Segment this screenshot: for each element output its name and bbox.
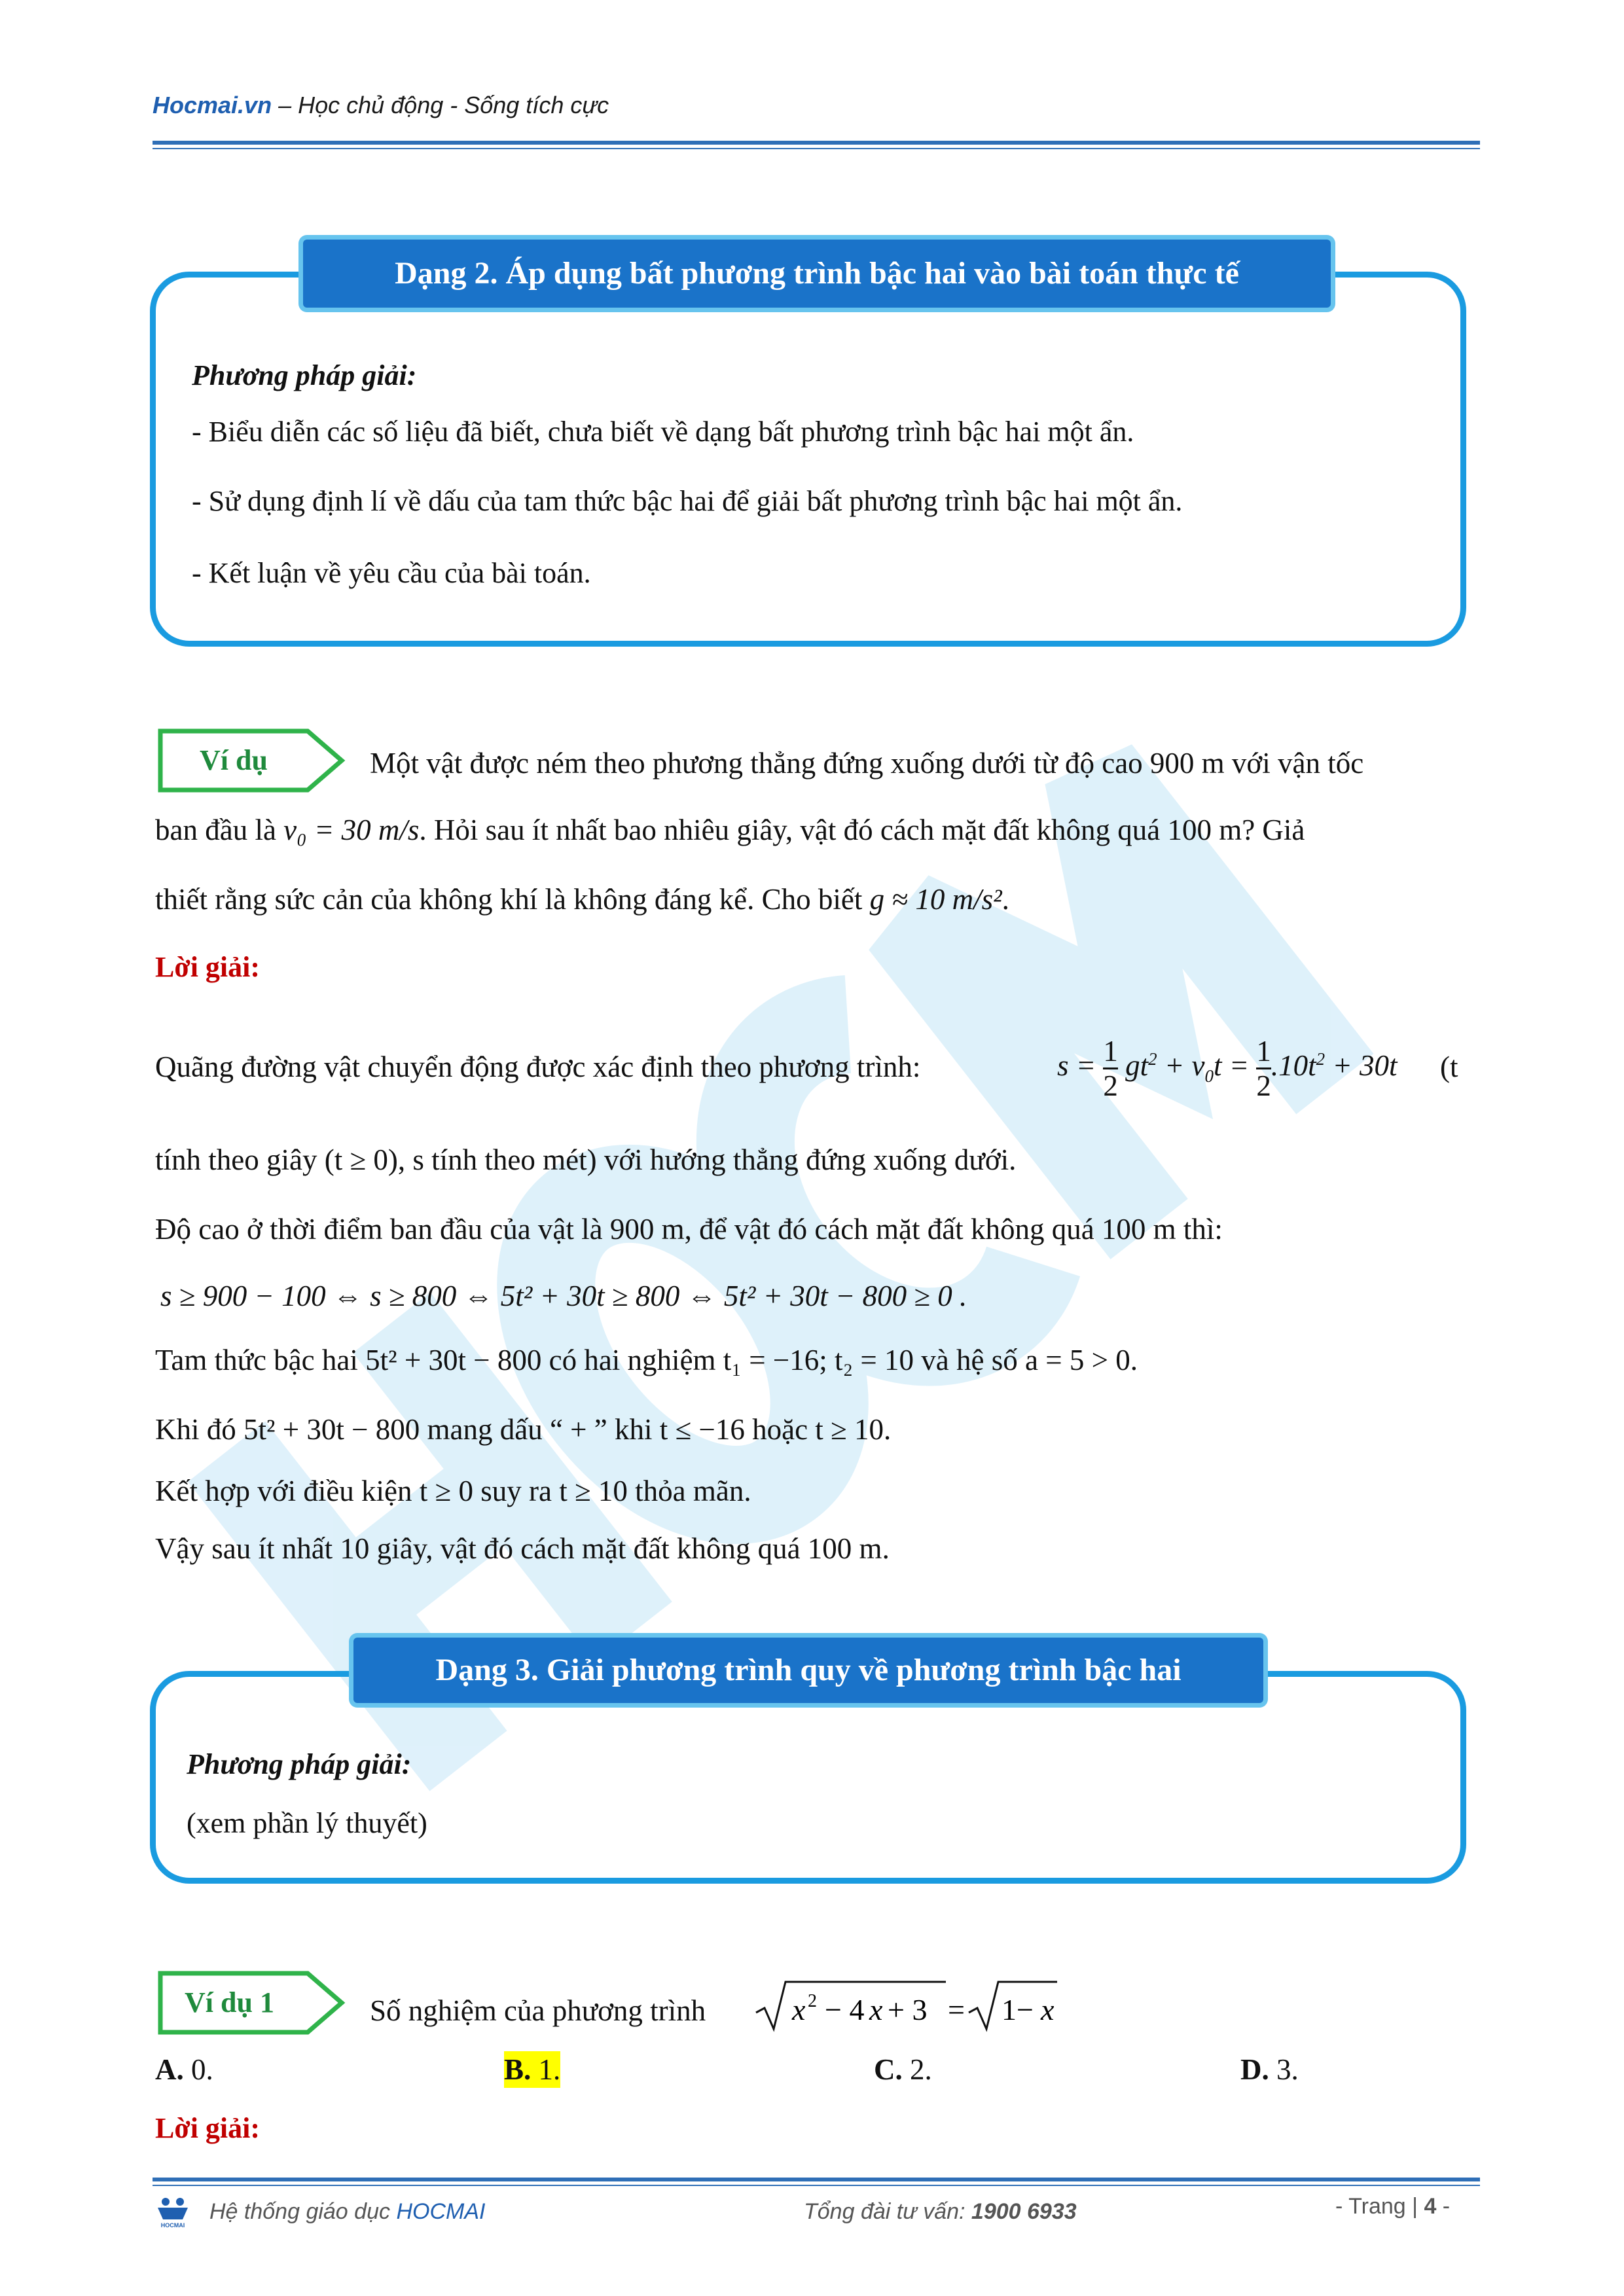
svg-text:− 4: − 4 [825,1993,865,2026]
example-text: . Hỏi sau ít nhất bao nhiêu giây, vật đó cách mặt đất không quá 100 m? Giả [419,814,1305,846]
solution-line: Khi đó 5t² + 30t − 800 mang dấu “ + ” khi t ≤ −16 hoặc t ≥ 10. [155,1413,892,1446]
solution-line: Vậy sau ít nhất 10 giây, vật đó cách mặt đất không quá 100 m. [155,1532,890,1565]
footer-page-suffix: - [1436,2194,1451,2219]
example-line [155,812,1305,848]
example1-solution-label: Lời giải: [155,2112,261,2144]
solution-line: Kết hợp với điều kiện t ≥ 0 suy ra t ≥ 10 thỏa mãn. [155,1475,751,1507]
option-b[interactable] [504,2051,560,2088]
solution-line: Tam thức bậc hai 5t² + 30t − 800 có hai nghiệm t₁ = −16; t₂ = 10 và hệ số a = 5 > 0. [155,1344,1138,1376]
option-a-value: 0. [183,2053,213,2086]
svg-text:+ 3: + 3 [888,1993,928,2026]
header-rule [153,141,1480,145]
solution-line: s ≥ 900 − 100 ⇔ s ≥ 800 ⇔ 5t² + 30t ≥ 800 ⇔ 5t² + 30t − 800 ≥ 0 . [160,1280,967,1312]
logo-text: HOCMAI [160,2222,185,2229]
option-b-value: 1. [531,2053,561,2086]
example-text: thiết rằng sức cản của không khí là không đáng kể. Cho biết [155,883,870,916]
option-d-label: D. [1240,2053,1269,2086]
footer-system-brand[interactable]: HOCMAI [396,2199,486,2224]
header-brand[interactable]: Hocmai.vn [153,92,272,118]
footer-hotline-label: Tổng đài tư vấn: [804,2199,971,2224]
section3-banner: Dạng 3. Giải phương trình quy về phương trình bậc hai [353,1638,1263,1703]
hocmai-logo-icon [153,2196,193,2229]
example1-question [370,1992,706,2029]
section2-step: - Sử dụng định lí về dấu của tam thức bậc hai để giải bất phương trình bậc hai một ẩn. [192,485,1183,517]
svg-text:1−: 1− [1001,1993,1034,2026]
header-rule-thin [153,148,1480,149]
footer-page-prefix: - Trang | [1335,2194,1424,2219]
option-d[interactable] [1240,2051,1299,2088]
header-slogan: – Học chủ động - Sống tích cực [272,92,609,118]
solution-line [155,1049,920,1085]
footer-page [1335,2194,1450,2219]
example-text: ban đầu là [155,814,284,846]
example-line: Một vật được ném theo phương thẳng đứng xuống dưới từ độ cao 900 m với vận tốc [370,747,1364,780]
svg-text:2: 2 [808,1991,817,2011]
section3-note: (xem phần lý thuyết) [187,1807,427,1839]
option-a-label: A. [155,2053,184,2086]
section2-method-label: Phương pháp giải: [192,359,417,391]
example-tag: Ví dụ [200,744,268,776]
header-title [153,92,609,119]
section2-banner: Dạng 2. Áp dụng bất phương trình bậc hai vào bài toán thực tế [303,240,1331,308]
option-d-value: 3. [1269,2053,1299,2086]
section2-step: - Kết luận về yêu cầu của bài toán. [192,557,591,589]
footer-rule [153,2178,1480,2181]
example-math: v₀ = 30 m/s [283,814,420,846]
svg-text:x: x [792,1993,806,2026]
footer-page-number: 4 [1424,2194,1437,2219]
question-text: Số nghiệm của phương trình [370,1994,706,2027]
option-b-label: B. [504,2053,532,2086]
option-a[interactable] [155,2051,213,2088]
footer-hotline-number[interactable]: 1900 6933 [971,2199,1077,2224]
svg-text:x: x [869,1993,883,2026]
option-c-value: 2. [902,2053,932,2086]
example1-tag: Ví dụ 1 [185,1986,274,2018]
svg-text:=: = [948,1993,965,2026]
radical-equation [753,1977,1060,2036]
example-text: . [1001,883,1009,916]
solution-line: tính theo giây (t ≥ 0), s tính theo mét) với hướng thẳng đứng xuống dưới. [155,1143,1017,1176]
option-c[interactable] [874,2051,932,2088]
footer-rule-thin [153,2185,1480,2186]
section3-method-label: Phương pháp giải: [187,1748,412,1780]
example-line [155,881,1009,918]
footer-hotline [804,2199,1077,2225]
solution-label: Lời giải: [155,951,261,983]
solution-text: (t [1440,1050,1458,1083]
footer-system-text: Hệ thống giáo dục [209,2199,397,2224]
solution-text: Quãng đường vật chuyển động được xác định theo phương trình: [155,1050,921,1083]
solution-line: Độ cao ở thời điểm ban đầu của vật là 900 m, để vật đó cách mặt đất không quá 100 m thì: [155,1213,1223,1246]
footer-system [209,2199,485,2225]
example-math: g ≈ 10 m/s² [869,883,1002,916]
section2-step: - Biểu diễn các số liệu đã biết, chưa biết về dạng bất phương trình bậc hai một ẩn. [192,416,1134,448]
option-c-label: C. [874,2053,903,2086]
motion-equation: s = $\frac{1}{2}$ $gt^2 + v_0t$ = $\frac{1}{2}$ $.10t^2 + 30t$ [1057,1035,1398,1103]
svg-text:x: x [1041,1993,1055,2026]
